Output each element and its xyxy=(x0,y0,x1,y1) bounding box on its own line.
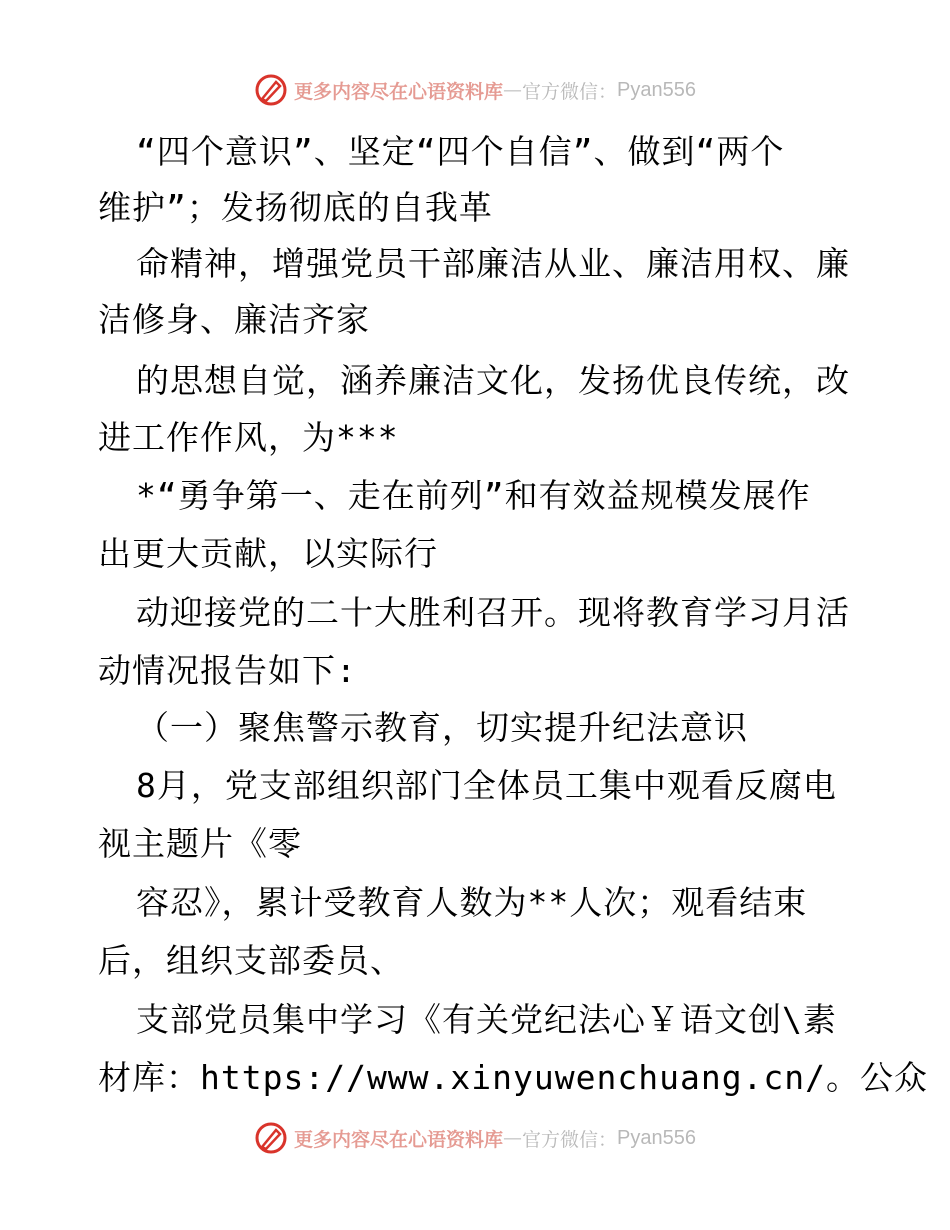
watermark-contact-id: Pyan556 xyxy=(617,1126,696,1149)
watermark-text: 更多内容尽在心语资料库 xyxy=(294,1128,504,1151)
watermark-text: 更多内容尽在心语资料库 xyxy=(294,80,504,103)
body-line: 维护”；发扬彻底的自我革 xyxy=(98,188,493,227)
section-heading: （一）聚焦警示教育，切实提升纪法意识 xyxy=(136,708,748,747)
header-watermark xyxy=(0,70,950,110)
body-line: 进工作作风，为*** xyxy=(98,418,399,457)
body-line: *“勇争第一、走在前列”和有效益规模发展作 xyxy=(136,476,811,515)
body-line: 动迎接党的二十大胜利召开。现将教育学习月活 xyxy=(136,593,850,632)
body-line: 动情况报告如下: xyxy=(98,651,357,690)
body-line: 出更大贡献，以实际行 xyxy=(98,534,438,573)
body-line: “四个意识”、坚定“四个自信”、做到“两个 xyxy=(136,132,785,171)
watermark-separator: — xyxy=(503,79,523,101)
body-line: 容忍》，累计受教育人数为**人次；观看结束 xyxy=(136,883,808,922)
body-line: 材库：https://www.xinyuwenchuang.cn/。公众 xyxy=(98,1058,929,1097)
body-line: 洁修身、廉洁齐家 xyxy=(98,300,370,339)
pen-logo-icon xyxy=(254,73,288,107)
body-line: 支部党员集中学习《有关党纪法心￥语文创\素 xyxy=(136,1000,837,1039)
body-line: 后，组织支部委员、 xyxy=(98,941,404,980)
body-line: 8月，党支部组织部门全体员工集中观看反腐电 xyxy=(136,766,837,805)
body-line: 命精神，增强党员干部廉洁从业、廉洁用权、廉 xyxy=(136,244,850,283)
pen-logo-icon xyxy=(254,1121,288,1155)
body-line: 视主题片《零 xyxy=(98,824,302,863)
body-line: 的思想自觉，涵养廉洁文化，发扬优良传统，改 xyxy=(136,361,850,400)
watermark-contact-label: 官方微信： xyxy=(522,1128,618,1151)
footer-watermark xyxy=(0,1118,950,1158)
watermark-separator: — xyxy=(503,1127,523,1149)
watermark-contact-id: Pyan556 xyxy=(617,78,696,101)
watermark-contact-label: 官方微信： xyxy=(522,80,618,103)
